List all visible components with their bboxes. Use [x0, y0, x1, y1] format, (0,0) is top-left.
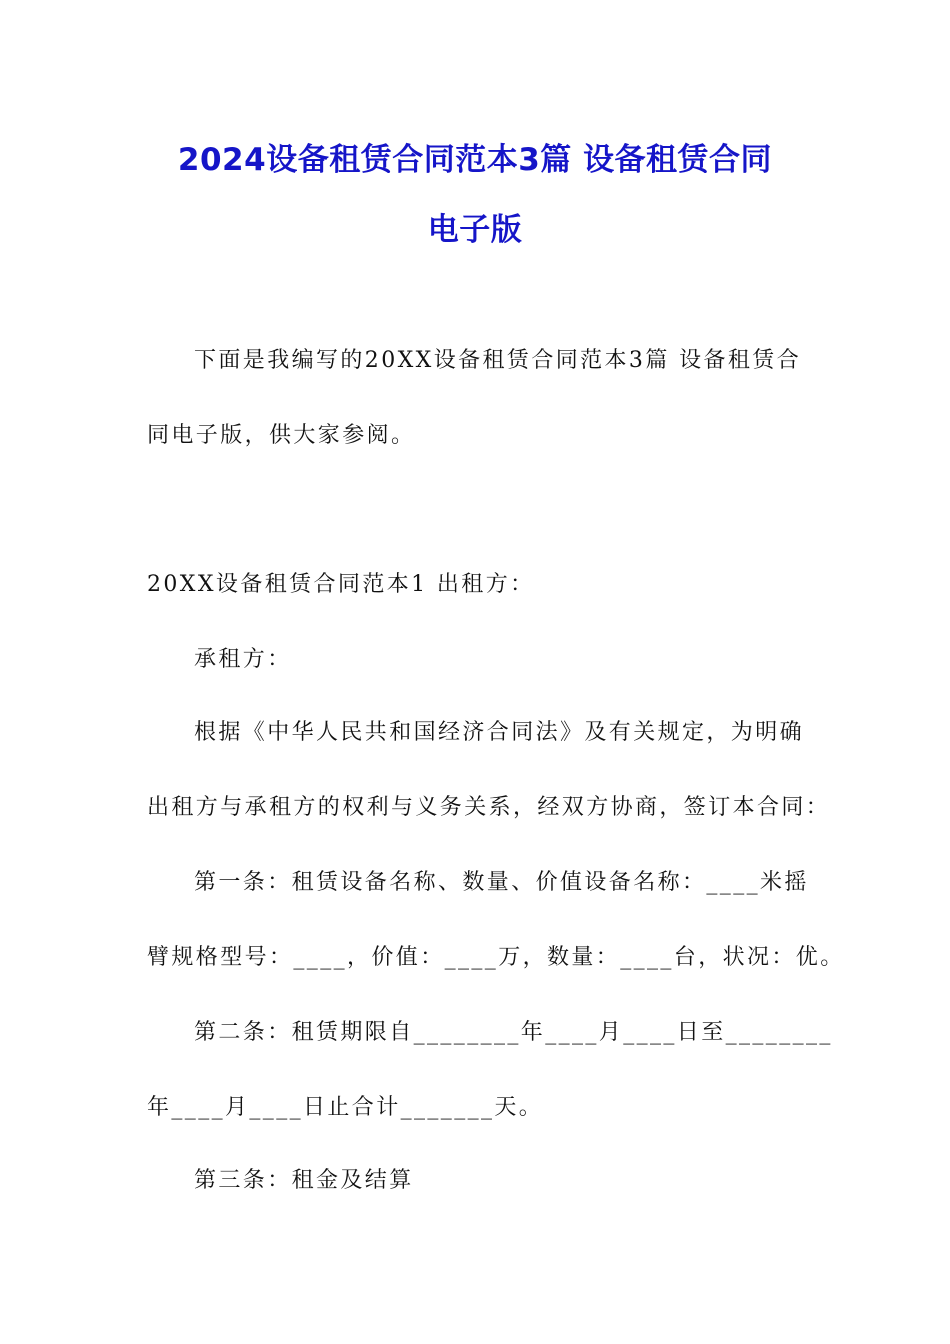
- basis-paragraph-line-2: 出租方与承租方的权利与义务关系，经双方协商，签订本合同：: [147, 795, 831, 820]
- article-2-line-1: 第二条：租赁期限自________年____月____日至________: [194, 1020, 833, 1045]
- article-1-line-2: 臂规格型号：____，价值：____万，数量：____台，状况：优。: [147, 945, 845, 970]
- article-2-line-2: 年____月____日止合计_______天。: [147, 1095, 544, 1120]
- intro-paragraph-line-1: 下面是我编写的20XX设备租赁合同范本3篇 设备租赁合: [194, 348, 802, 373]
- document-title-line-1: 2024设备租赁合同范本3篇 设备租赁合同: [177, 142, 773, 178]
- article-3-heading: 第三条：租金及结算: [194, 1168, 414, 1193]
- basis-paragraph-line-1: 根据《中华人民共和国经济合同法》及有关规定，为明确: [194, 720, 805, 745]
- contract-heading-lessor: 20XX设备租赁合同范本1 出租方：: [147, 572, 535, 597]
- article-1-line-1: 第一条：租赁设备名称、数量、价值设备名称：____米摇: [194, 870, 809, 895]
- lessee-line: 承租方：: [194, 647, 292, 672]
- intro-paragraph-line-2: 同电子版，供大家参阅。: [147, 423, 416, 448]
- document-title-line-2: 电子版: [427, 212, 523, 248]
